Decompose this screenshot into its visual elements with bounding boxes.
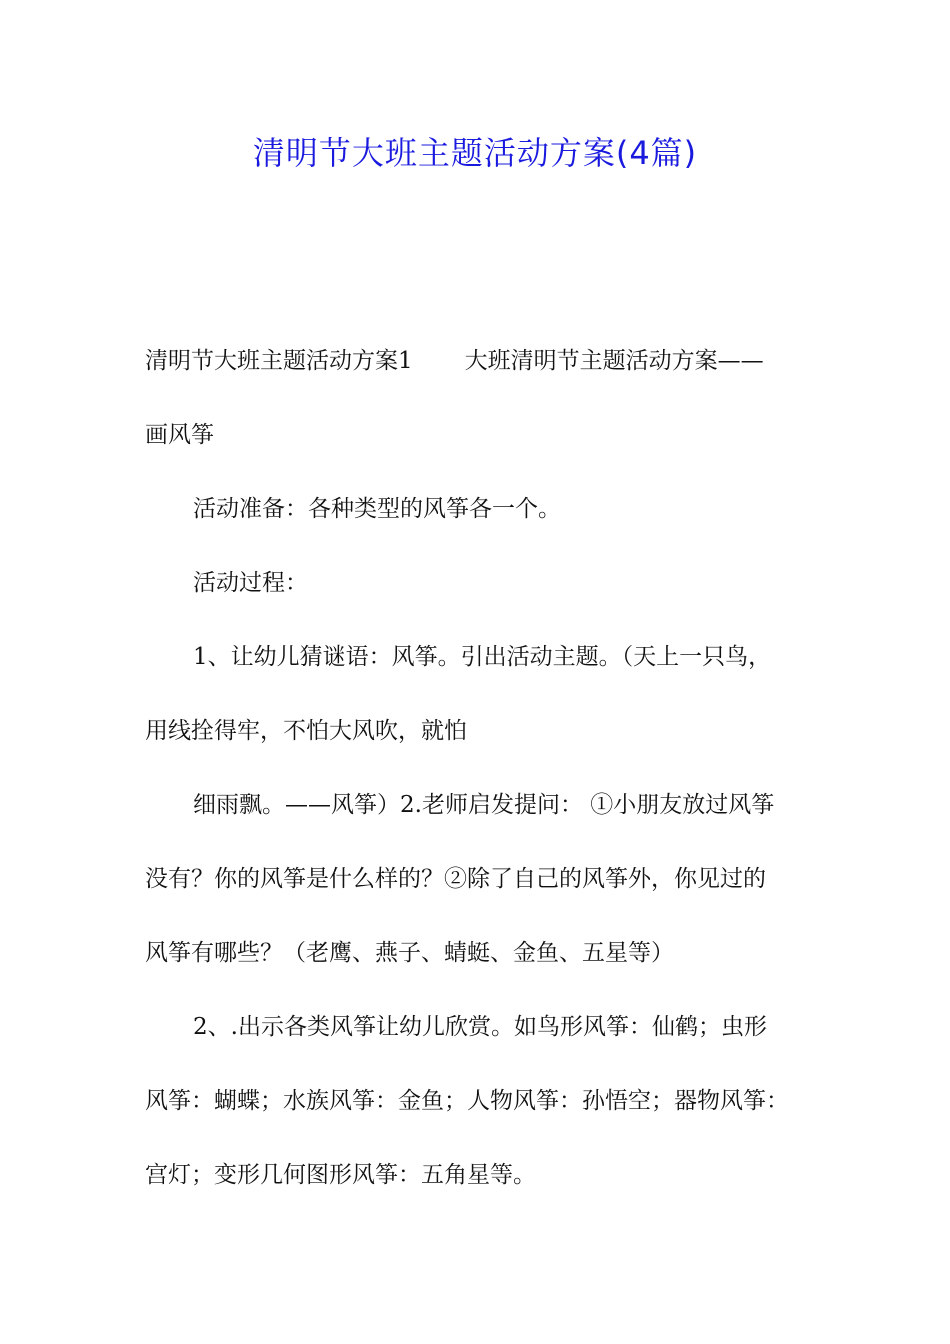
activity-title: 大班清明节主题活动方案——	[464, 348, 764, 374]
paragraph-step-2: 细雨飘。——风筝）2.老师启发提问： ①小朋友放过风筝	[193, 792, 775, 818]
text-line: 没有？你的风筝是什么样的？②除了自己的风筝外，你见过的	[145, 866, 766, 892]
text-line: 风筝：蝴蝶；水族风筝：金鱼；人物风筝：孙悟空；器物风筝：	[145, 1088, 789, 1114]
section-heading: 清明节大班主题活动方案1	[145, 348, 413, 374]
section-heading-line	[145, 343, 764, 379]
text-line: 风筝有哪些？（老鹰、燕子、蜻蜓、金鱼、五星等）	[145, 940, 674, 966]
text-line: 画风筝	[145, 422, 214, 448]
paragraph-step-1: 1、让幼儿猜谜语：风筝。引出活动主题。（天上一只鸟，	[193, 644, 772, 670]
paragraph-step-3: 2、.出示各类风筝让幼儿欣赏。如鸟形风筝：仙鹤；虫形	[193, 1014, 767, 1040]
text-line: 宫灯；变形几何图形风筝：五角星等。	[145, 1162, 536, 1188]
text-line: 用线拴得牢，不怕大风吹，就怕	[145, 718, 467, 744]
document-title: 清明节大班主题活动方案(4篇)	[252, 134, 698, 172]
paragraph-preparation: 活动准备：各种类型的风筝各一个。	[193, 496, 561, 522]
paragraph-process-heading: 活动过程：	[193, 570, 308, 596]
